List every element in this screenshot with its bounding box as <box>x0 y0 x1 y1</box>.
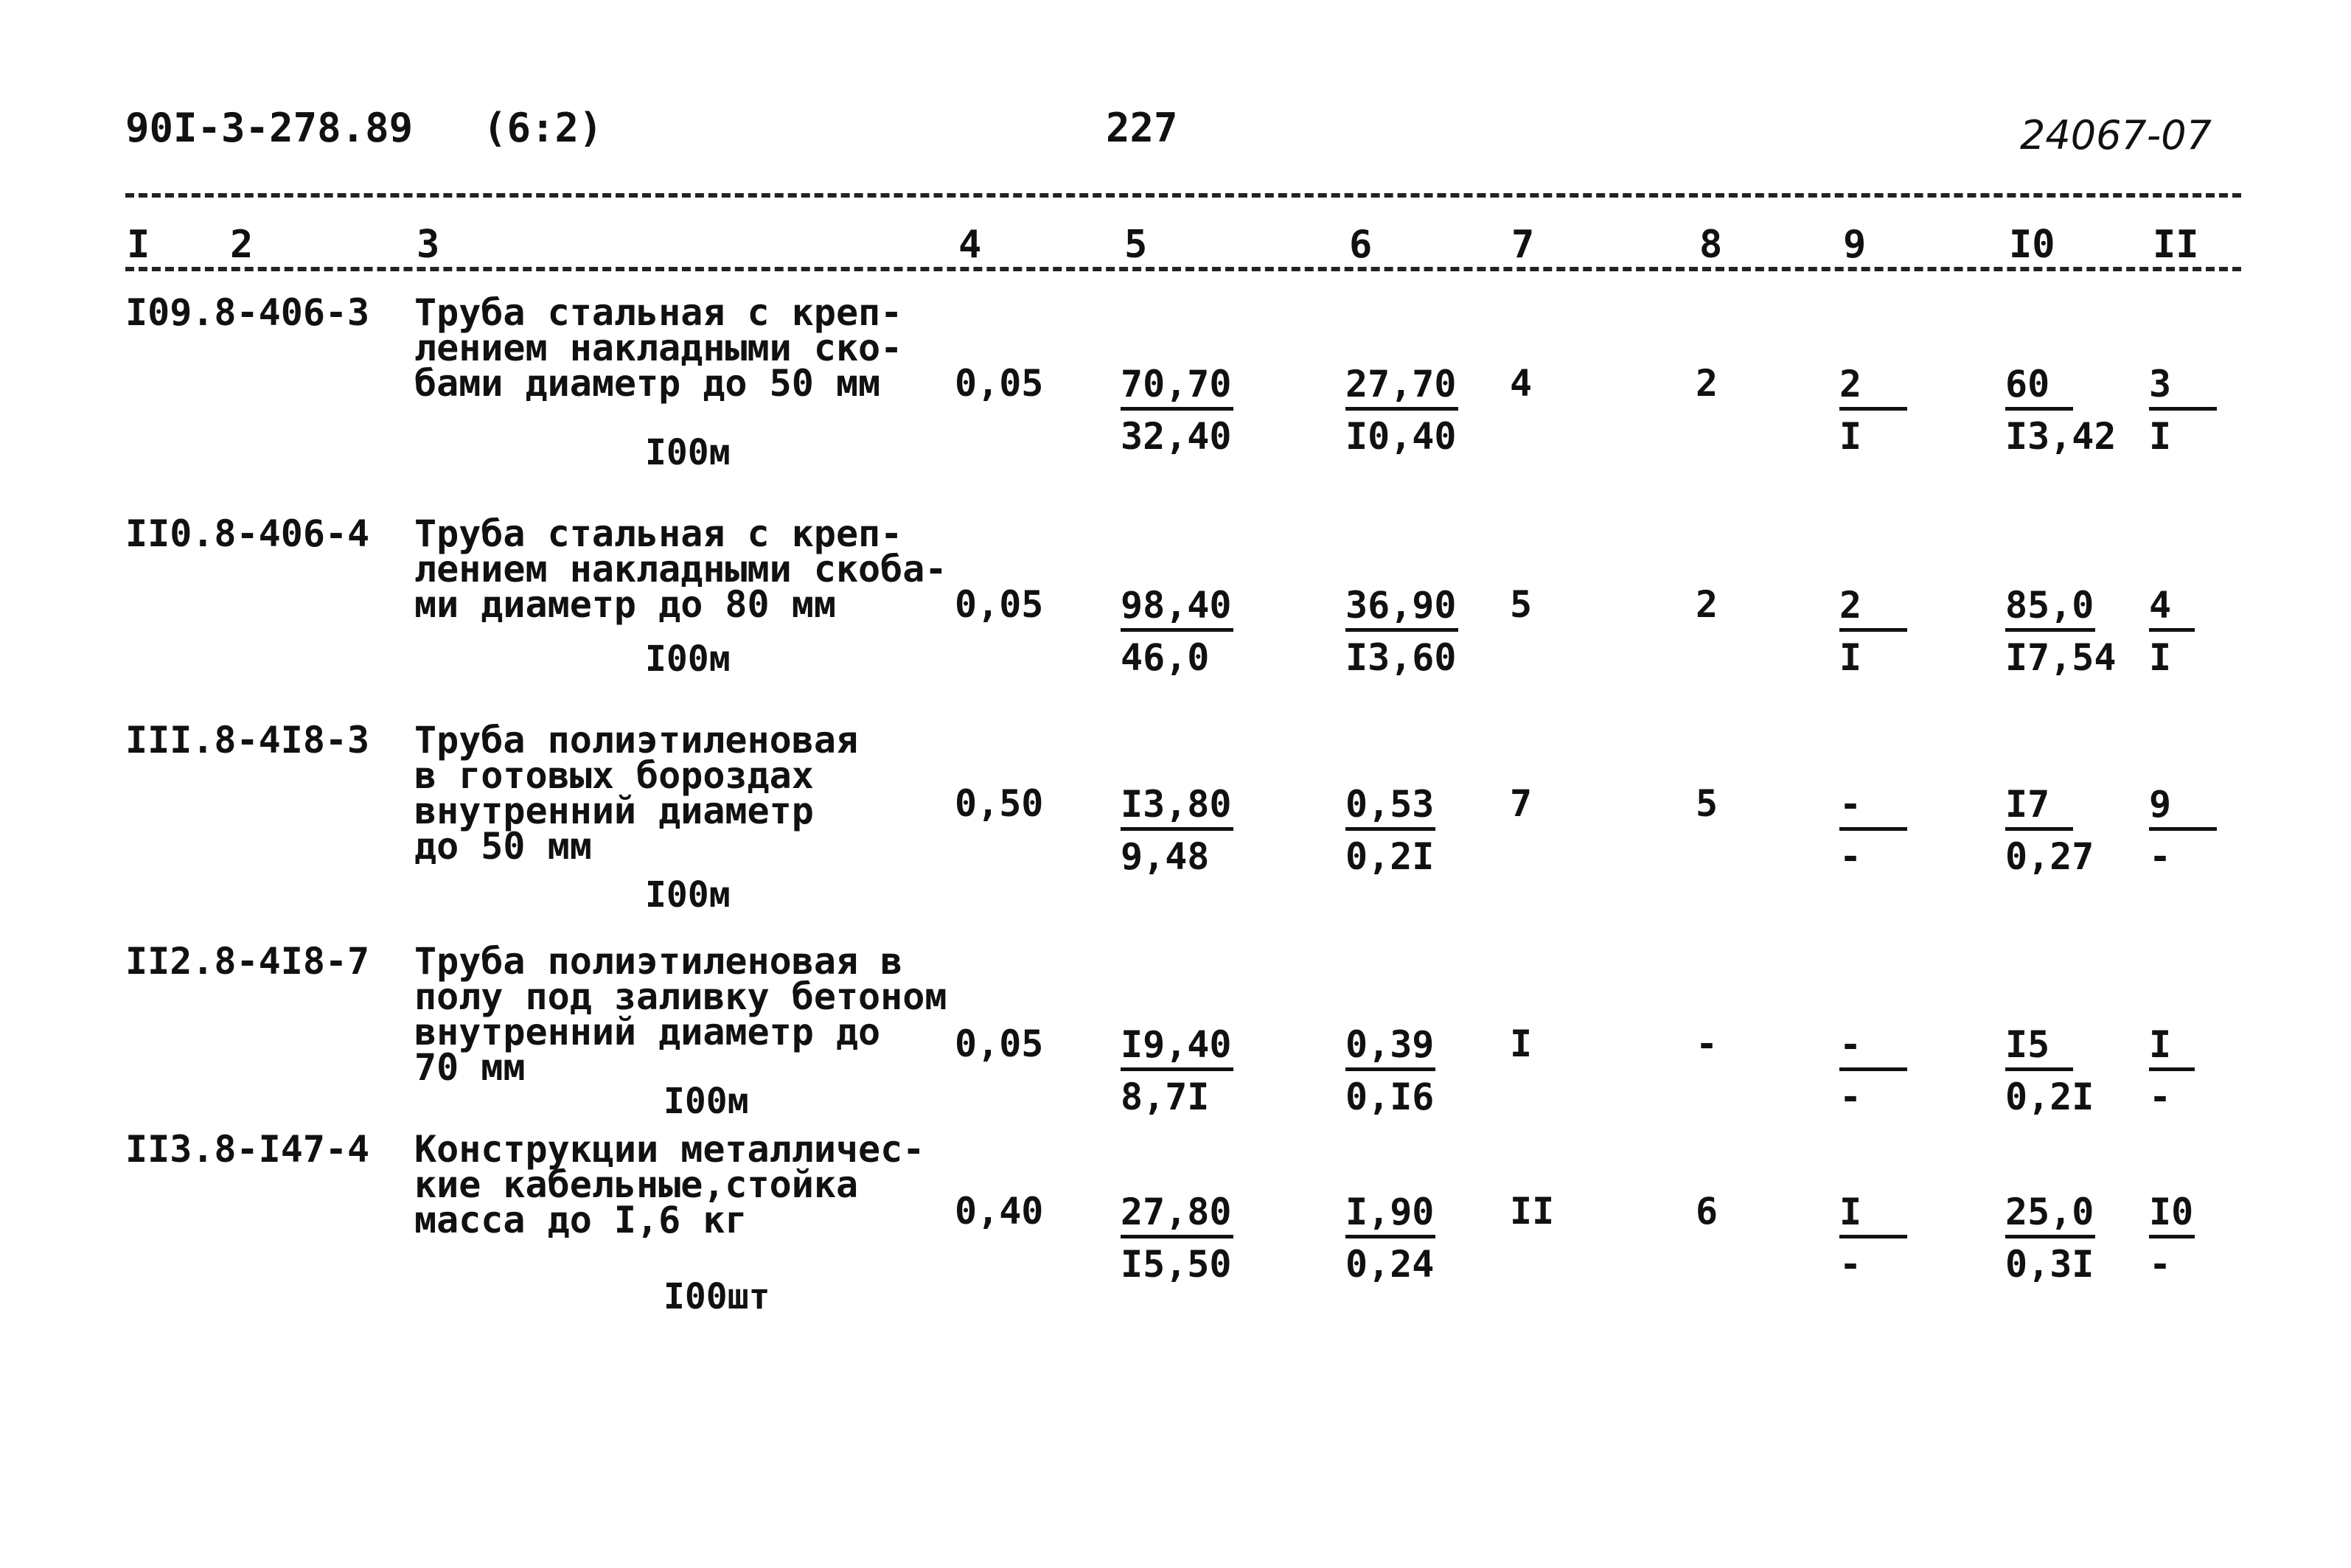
row-col7: 7 <box>1510 782 1533 825</box>
col6-numerator: I,90 <box>1345 1191 1435 1238</box>
row-col10 <box>2005 584 2117 679</box>
col6-numerator: 27,70 <box>1345 363 1458 411</box>
row-col8: 2 <box>1696 583 1718 626</box>
row-col7: I <box>1510 1022 1533 1065</box>
row-col8: - <box>1696 1022 1718 1065</box>
row-col8: 6 <box>1696 1190 1718 1233</box>
row-col9 <box>1839 584 1907 679</box>
col6-denominator: 0,I6 <box>1345 1076 1435 1118</box>
row-unit: I00м <box>645 638 731 680</box>
col5-denominator: 46,0 <box>1121 636 1210 679</box>
col9-numerator: 2 <box>1839 584 1907 632</box>
row-col4: 0,50 <box>955 782 1044 825</box>
row-col7: II <box>1510 1190 1555 1233</box>
col6-denominator: 0,2I <box>1345 835 1435 878</box>
row-description: Труба стальная с креп- лением накладными ско- бами диаметр до 50 мм <box>414 291 903 405</box>
col9-denominator: I <box>1839 415 1862 458</box>
col5-numerator: I9,40 <box>1121 1023 1233 1071</box>
col6-numerator: 0,39 <box>1345 1023 1435 1071</box>
col9-denominator: - <box>1839 1076 1862 1118</box>
row-description: Конструкции металличес- кие кабельные,стойка масса до I,6 кг <box>414 1128 925 1241</box>
row-col6 <box>1345 363 1458 458</box>
col10-numerator: I5 <box>2005 1023 2073 1071</box>
row-col9 <box>1839 1191 1907 1286</box>
col10-numerator: 85,0 <box>2005 584 2095 632</box>
doc-code: 90I-3-278.89 <box>125 105 414 151</box>
col6-numerator: 0,53 <box>1345 783 1435 831</box>
row-col10 <box>2005 783 2094 878</box>
row-unit: I00м <box>663 1081 749 1122</box>
col-num-5: 5 <box>1124 223 1148 267</box>
col9-numerator: 2 <box>1839 363 1907 411</box>
col10-denominator: 0,2I <box>2005 1076 2094 1118</box>
row-unit: I00шт <box>663 1276 770 1317</box>
col10-denominator: I3,42 <box>2005 415 2117 458</box>
col10-numerator: I7 <box>2005 783 2073 831</box>
col-num-4: 4 <box>958 223 982 267</box>
row-col10 <box>2005 363 2117 458</box>
col11-denominator: - <box>2149 1076 2172 1118</box>
row-col11 <box>2149 584 2195 679</box>
row-col11 <box>2149 363 2217 458</box>
row-unit: I00м <box>645 874 731 916</box>
row-code: II3.8-I47-4 <box>125 1128 370 1171</box>
header-rule <box>125 193 2241 198</box>
col11-denominator: - <box>2149 835 2172 878</box>
col6-numerator: 36,90 <box>1345 584 1458 632</box>
row-col5 <box>1121 1191 1233 1286</box>
col5-denominator: 8,7I <box>1121 1076 1210 1118</box>
row-col10 <box>2005 1191 2095 1286</box>
col11-numerator: 9 <box>2149 783 2217 831</box>
col11-denominator: - <box>2149 1243 2172 1286</box>
row-col8: 5 <box>1696 782 1718 825</box>
row-col11 <box>2149 1191 2195 1286</box>
col10-denominator: 0,3I <box>2005 1243 2094 1286</box>
stamp-number: 24067-07 <box>2020 112 2212 158</box>
col5-denominator: 9,48 <box>1121 835 1210 878</box>
col11-numerator: 3 <box>2149 363 2217 411</box>
row-col7: 5 <box>1510 583 1533 626</box>
row-code: II2.8-4I8-7 <box>125 940 370 983</box>
page-number: 227 <box>1106 105 1178 151</box>
col5-numerator: 27,80 <box>1121 1191 1233 1238</box>
row-col8: 2 <box>1696 362 1718 405</box>
col9-numerator: - <box>1839 783 1907 831</box>
row-col11 <box>2149 1023 2195 1118</box>
col9-denominator: I <box>1839 636 1862 679</box>
row-col5 <box>1121 783 1233 878</box>
row-code: II0.8-406-4 <box>125 512 370 555</box>
col9-denominator: - <box>1839 1243 1862 1286</box>
row-col4: 0,05 <box>955 362 1044 405</box>
row-col6 <box>1345 1023 1435 1118</box>
col11-numerator: 4 <box>2149 584 2195 632</box>
row-description: Труба полиэтиленовая в готовых бороздах внутренний диаметр до 50 мм <box>414 719 859 868</box>
col6-denominator: 0,24 <box>1345 1243 1435 1286</box>
row-col5 <box>1121 363 1233 458</box>
row-col4: 0,40 <box>955 1190 1044 1233</box>
col5-denominator: I5,50 <box>1121 1243 1232 1286</box>
row-col9 <box>1839 783 1907 878</box>
row-col5 <box>1121 1023 1233 1118</box>
col-num-7: 7 <box>1511 223 1535 267</box>
col-num-8: 8 <box>1699 223 1723 267</box>
row-col11 <box>2149 783 2217 878</box>
col-num-2: 2 <box>230 223 254 267</box>
col-num-9: 9 <box>1843 223 1867 267</box>
row-col10 <box>2005 1023 2094 1118</box>
col10-denominator: 0,27 <box>2005 835 2094 878</box>
row-description: Труба стальная с креп- лением накладными скоба- ми диаметр до 80 мм <box>414 512 947 626</box>
col5-denominator: 32,40 <box>1121 415 1232 458</box>
row-col5 <box>1121 584 1233 679</box>
col11-denominator: I <box>2149 636 2172 679</box>
col9-numerator: I <box>1839 1191 1907 1238</box>
column-header-rule <box>125 267 2241 271</box>
col11-denominator: I <box>2149 415 2172 458</box>
col9-denominator: - <box>1839 835 1862 878</box>
row-col6 <box>1345 783 1435 878</box>
col10-numerator: 25,0 <box>2005 1191 2095 1238</box>
row-col4: 0,05 <box>955 1022 1044 1065</box>
col10-numerator: 60 <box>2005 363 2073 411</box>
col-num-10: I0 <box>2009 223 2055 267</box>
col-num-11: II <box>2153 223 2199 267</box>
row-col9 <box>1839 1023 1907 1118</box>
col-num-6: 6 <box>1349 223 1373 267</box>
row-col9 <box>1839 363 1907 458</box>
col10-denominator: I7,54 <box>2005 636 2117 679</box>
part-label: (6:2) <box>483 105 603 151</box>
col5-numerator: 70,70 <box>1121 363 1233 411</box>
row-col6 <box>1345 1191 1435 1286</box>
row-col6 <box>1345 584 1458 679</box>
row-unit: I00м <box>645 432 731 473</box>
row-code: III.8-4I8-3 <box>125 719 370 762</box>
row-code: I09.8-406-3 <box>125 291 370 334</box>
row-col7: 4 <box>1510 362 1533 405</box>
col11-numerator: I <box>2149 1023 2195 1071</box>
col-num-1: I <box>127 223 150 267</box>
col5-numerator: 98,40 <box>1121 584 1233 632</box>
col-num-3: 3 <box>417 223 440 267</box>
col11-numerator: I0 <box>2149 1191 2195 1238</box>
col6-denominator: I0,40 <box>1345 415 1457 458</box>
col6-denominator: I3,60 <box>1345 636 1457 679</box>
col9-numerator: - <box>1839 1023 1907 1071</box>
row-col4: 0,05 <box>955 583 1044 626</box>
row-description: Труба полиэтиленовая в полу под заливку бетоном внутренний диаметр до 70 мм <box>414 940 947 1089</box>
col5-numerator: I3,80 <box>1121 783 1233 831</box>
